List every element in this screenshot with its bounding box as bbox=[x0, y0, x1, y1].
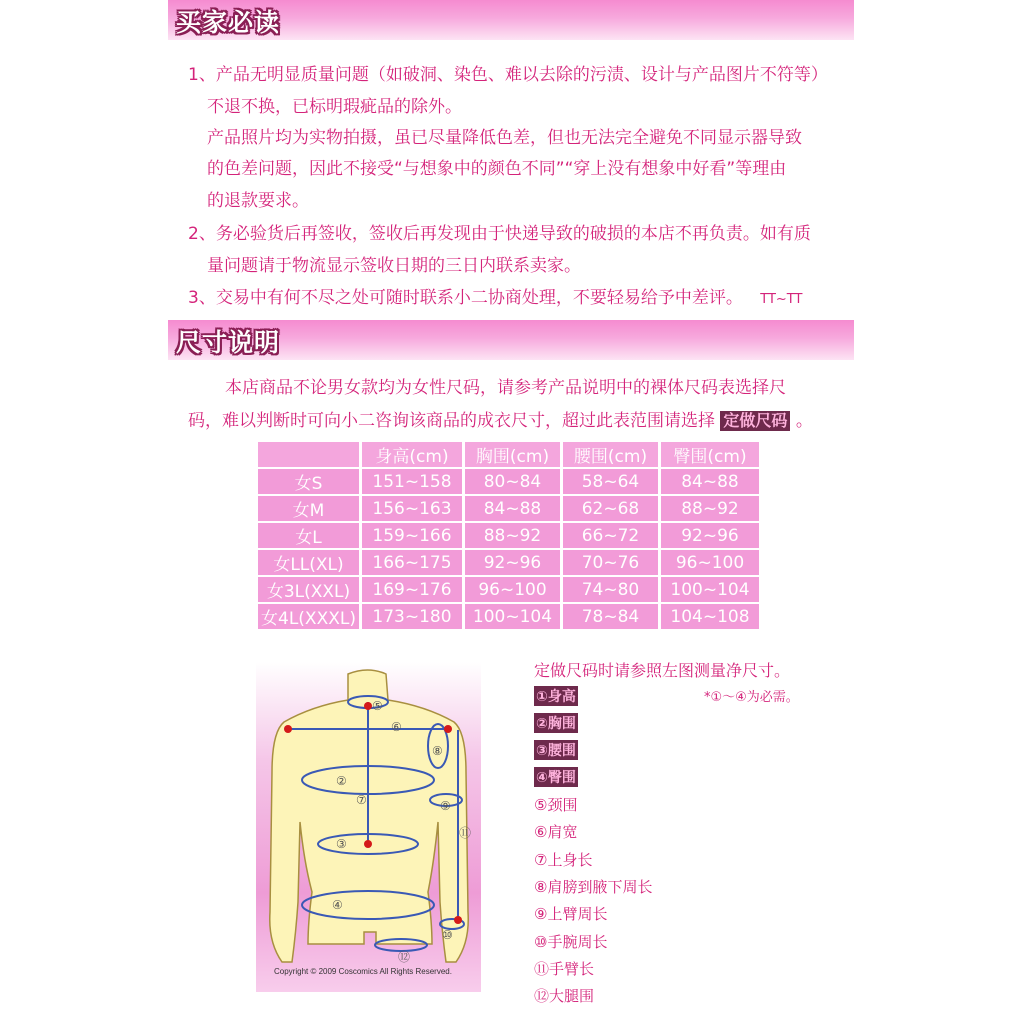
header-cell: 腰围(cm) bbox=[563, 442, 658, 467]
notice-line-3: 产品照片均为实物拍摄，虽已尽量降低色差，但也无法完全避免不同显示器导致 bbox=[207, 128, 802, 148]
custom-size-tag: 定做尺码 bbox=[720, 411, 790, 431]
table-cell: 92~96 bbox=[661, 523, 759, 548]
table-cell: 96~100 bbox=[465, 577, 560, 602]
table-cell: 100~104 bbox=[465, 604, 560, 629]
table-cell: 173~180 bbox=[362, 604, 462, 629]
table-cell: 70~76 bbox=[563, 550, 658, 575]
notice-line-2: 不退不换，已标明瑕疵品的除外。 bbox=[207, 97, 462, 117]
table-cell: 88~92 bbox=[661, 496, 759, 521]
legend-item-2 bbox=[534, 713, 578, 733]
legend-item-7: ⑦上身长 bbox=[534, 851, 593, 869]
notice-line-1: 1、产品无明显质量问题（如破洞、染色、难以去除的污渍、设计与产品图片不符等） bbox=[188, 65, 828, 85]
diagram-label-10: ⑩ bbox=[442, 928, 453, 942]
table-cell: 66~72 bbox=[563, 523, 658, 548]
diagram-label-3: ③ bbox=[336, 837, 347, 851]
diagram-label-12: ⑫ bbox=[398, 950, 411, 964]
crying-emoticon: TT~TT bbox=[760, 292, 803, 307]
table-cell: 84~88 bbox=[661, 469, 759, 494]
table-row bbox=[258, 523, 759, 548]
header-cell: 胸围(cm) bbox=[465, 442, 560, 467]
legend-item-3-label: ③腰围 bbox=[534, 740, 578, 760]
table-cell: 84~88 bbox=[465, 496, 560, 521]
diagram-label-6: ⑥ bbox=[391, 720, 402, 734]
table-cell: 女4L(XXXL) bbox=[258, 604, 359, 629]
table-cell: 156~163 bbox=[362, 496, 462, 521]
legend-item-1-label: ①身高 bbox=[534, 686, 578, 706]
legend-item-5: ⑤颈围 bbox=[534, 796, 578, 814]
size-section-banner bbox=[168, 320, 854, 360]
diagram-label-5: ⑤ bbox=[372, 699, 383, 713]
table-cell: 100~104 bbox=[661, 577, 759, 602]
table-row bbox=[258, 577, 759, 602]
table-cell: 151~158 bbox=[362, 469, 462, 494]
notice-line-7: 量问题请于物流显示签收日期的三日内联系卖家。 bbox=[207, 256, 581, 276]
required-note: *①～④为必需。 bbox=[704, 690, 799, 705]
table-cell: 78~84 bbox=[563, 604, 658, 629]
table-cell: 58~64 bbox=[563, 469, 658, 494]
diagram-label-4: ④ bbox=[332, 898, 343, 912]
table-cell: 169~176 bbox=[362, 577, 462, 602]
diagram-copyright: Copyright © 2009 Coscomics All Rights Reserved. bbox=[274, 967, 452, 976]
diagram-label-9: ⑨ bbox=[440, 799, 451, 813]
table-row bbox=[258, 604, 759, 629]
table-cell: 80~84 bbox=[465, 469, 560, 494]
buyer-notice-banner bbox=[168, 0, 854, 40]
legend-item-4-label: ④臀围 bbox=[534, 767, 578, 787]
header-cell: 身高(cm) bbox=[362, 442, 462, 467]
table-cell: 女LL(XL) bbox=[258, 550, 359, 575]
legend-item-10: ⑩手腕周长 bbox=[534, 933, 608, 951]
header-cell: 臀围(cm) bbox=[661, 442, 759, 467]
table-row bbox=[258, 550, 759, 575]
table-cell: 女3L(XXL) bbox=[258, 577, 359, 602]
diagram-label-2: ② bbox=[336, 774, 347, 788]
buyer-notice-title: 买家必读 bbox=[176, 8, 281, 37]
header-cell bbox=[258, 442, 359, 467]
legend-item-3 bbox=[534, 740, 578, 760]
table-cell: 女L bbox=[258, 523, 359, 548]
size-table-header bbox=[258, 442, 759, 467]
size-table bbox=[255, 440, 762, 631]
table-cell: 女S bbox=[258, 469, 359, 494]
table-cell: 96~100 bbox=[661, 550, 759, 575]
legend-item-9: ⑨上臂周长 bbox=[534, 905, 608, 923]
table-cell: 74~80 bbox=[563, 577, 658, 602]
legend-item-6: ⑥肩宽 bbox=[534, 823, 578, 841]
legend-item-8: ⑧肩膀到腋下周长 bbox=[534, 878, 653, 896]
table-cell: 104~108 bbox=[661, 604, 759, 629]
table-row bbox=[258, 496, 759, 521]
table-cell: 166~175 bbox=[362, 550, 462, 575]
legend-item-2-label: ②胸围 bbox=[534, 713, 578, 733]
size-intro-line-2-text: 码，难以判断时可向小二咨询该商品的成衣尺寸，超过此表范围请选择 bbox=[188, 411, 715, 431]
diagram-label-11: ⑪ bbox=[459, 826, 472, 840]
table-cell: 92~96 bbox=[465, 550, 560, 575]
diagram-label-7: ⑦ bbox=[356, 793, 367, 807]
mannequin-figure bbox=[256, 662, 481, 992]
legend-item-12: ⑫大腿围 bbox=[534, 987, 595, 1005]
mannequin-diagram bbox=[256, 662, 481, 992]
measure-instruction: 定做尺码时请参照左图测量净尺寸。 bbox=[534, 661, 791, 680]
size-section-title: 尺寸说明 bbox=[176, 328, 281, 357]
legend-item-4 bbox=[534, 767, 578, 787]
legend-item-1 bbox=[534, 686, 578, 706]
size-intro-end: 。 bbox=[795, 411, 813, 431]
table-cell: 159~166 bbox=[362, 523, 462, 548]
notice-line-6: 2、务必验货后再签收，签收后再发现由于快递导致的破损的本店不再负责。如有质 bbox=[188, 224, 811, 244]
table-cell: 88~92 bbox=[465, 523, 560, 548]
table-cell: 女M bbox=[258, 496, 359, 521]
notice-line-5: 的退款要求。 bbox=[207, 191, 309, 211]
table-cell: 62~68 bbox=[563, 496, 658, 521]
notice-line-8 bbox=[188, 283, 802, 308]
size-intro-line-1: 本店商品不论男女款均为女性尺码，请参考产品说明中的裸体尺码表选择尺 bbox=[225, 378, 786, 398]
table-row bbox=[258, 469, 759, 494]
size-intro-line-2 bbox=[188, 406, 813, 431]
diagram-label-8: ⑧ bbox=[432, 744, 443, 758]
notice-line-4: 的色差问题，因此不接受“与想象中的颜色不同”“穿上没有想象中好看”等理由 bbox=[207, 159, 787, 179]
legend-item-11: ⑪手臂长 bbox=[534, 960, 595, 978]
notice-line-8-text: 3、交易中有何不尽之处可随时联系小二协商处理，不要轻易给予中差评。 bbox=[188, 288, 743, 308]
